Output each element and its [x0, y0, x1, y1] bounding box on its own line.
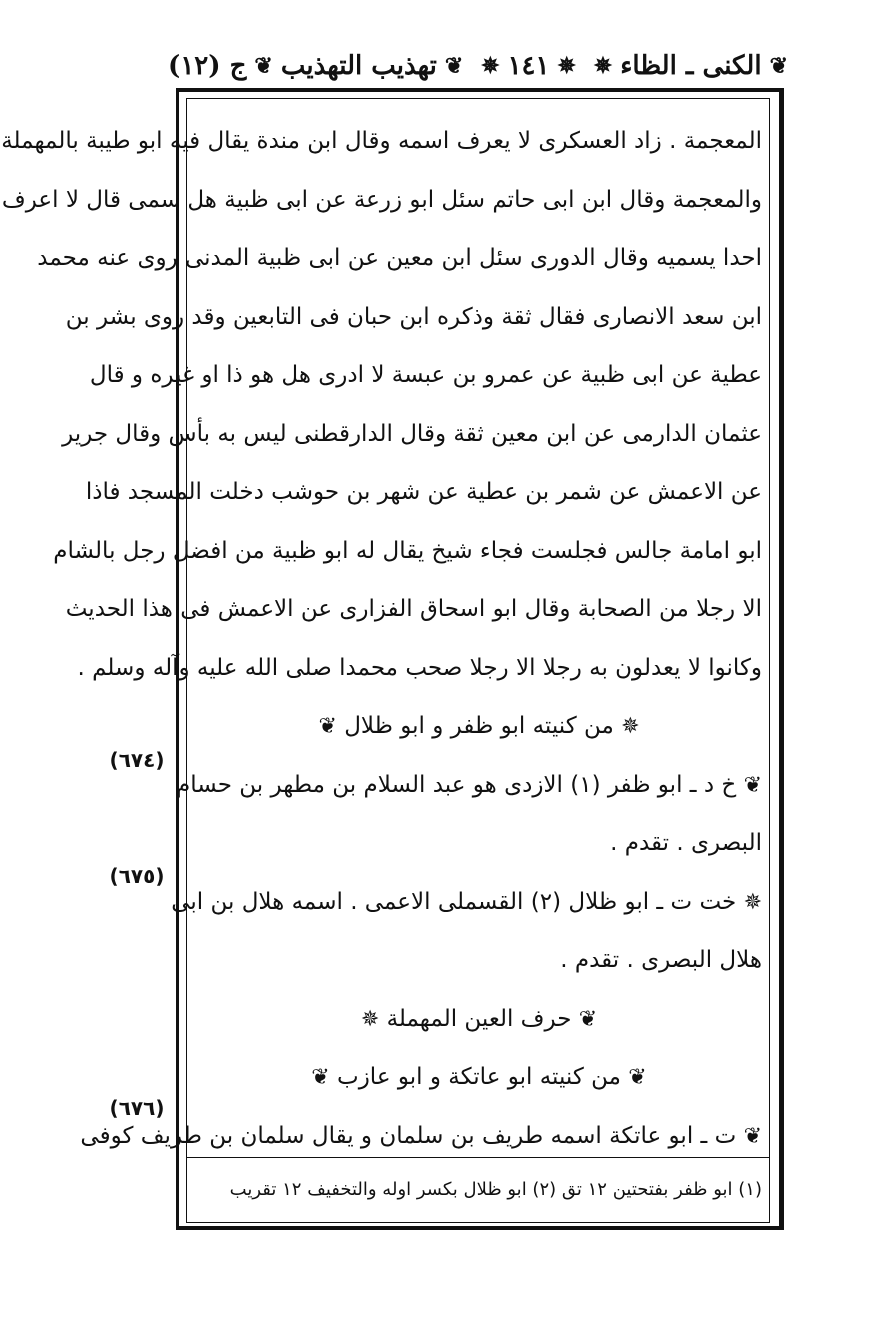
section-heading: ✵ من کنیته ابو ظفر و ابو ظلال ❦ — [318, 713, 640, 739]
volume-label: ج (١٢) — [168, 51, 247, 81]
entry-number: (٦٧٥) — [109, 864, 165, 888]
section-running-title: الکنی ـ الظاء — [620, 51, 762, 81]
ornament-star-icon: ✵ — [621, 714, 640, 739]
ornament-leaf-icon: ❦ — [254, 53, 273, 79]
section-heading: ❦ من کنیته ابو عاتکة و ابو عازب ❦ — [311, 1064, 647, 1090]
text-line: والمعجمة وقال ابن ابی حاتم سئل ابو زرعة عن ابی ظبیة هل سمی قال لا اعرف — [1, 186, 762, 213]
text-line: الا رجلا من الصحابة وقال ابو اسحاق الفزاری عن الاعمش فی هذا الحدیث — [65, 596, 762, 622]
ornament-leaf-icon: ❦ — [444, 53, 464, 79]
ornament-leaf-icon: ❦ — [318, 714, 337, 739]
ornament-star-icon: ✵ — [481, 53, 500, 79]
text-line: وکانوا لا یعدلون به رجلا الا رجلا صحب محمدا صلی الله علیه وآله وسلم . — [77, 654, 762, 681]
text-line: احدا یسمیه وقال الدوری سئل ابن معین عن ابی ظبیة المدنی روی عنه محمد — [37, 245, 762, 271]
entry-text: ت ـ ابو عاتکة اسمه طریف بن سلمان و یقال سلمان بن طریف کوفی — [80, 1122, 737, 1149]
ornament-leaf-icon: ❦ — [743, 772, 762, 798]
section-heading: ❦ حرف العین المهملة ✵ — [360, 1005, 598, 1032]
book-title: تهذیب التهذیب — [280, 51, 437, 81]
page-number: ١٤١ — [507, 51, 550, 81]
footnote-divider — [186, 1157, 770, 1158]
running-head-center — [481, 51, 576, 81]
entry-line: هلال البصری . تقدم . — [560, 947, 762, 973]
ornament-leaf-icon: ❦ — [578, 1006, 598, 1032]
ornament-star-icon: ✵ — [360, 1006, 380, 1032]
entry-text: خ د ـ ابو ظفر (١) الازدی هو عبد السلام بن مطهر بن حسام — [175, 771, 737, 798]
entry-number: (٦٧٦) — [109, 1096, 165, 1120]
running-head — [168, 44, 788, 88]
ornament-leaf-icon: ❦ — [769, 53, 788, 79]
text-line: عن الاعمش عن شمر بن عطیة عن شهر بن حوشب دخلت المسجد فاذا — [85, 479, 762, 505]
entry-text: خت ت ـ ابو ظلال (٢) القسملی الاعمی . اسمه هلال بن ابی — [171, 888, 737, 915]
footnote: (١) ابو ظفر بفتحتین ١٢ تق (٢) ابو ظلال بکسر اوله والتخفیف ١٢ تقریب — [229, 1179, 762, 1200]
running-head-left — [168, 51, 463, 81]
text-line: ابو امامة جالس فجلست فجاء شیخ یقال له ابو ظبیة من افضل رجل بالشام — [53, 537, 762, 564]
ornament-leaf-icon: ❦ — [311, 1065, 330, 1090]
ornament-leaf-icon: ❦ — [628, 1065, 647, 1090]
entry-line — [171, 873, 762, 932]
ornament-star-icon: ✵ — [743, 889, 762, 915]
entry-number: (٦٧٤) — [109, 748, 165, 772]
ornament-leaf-icon: ❦ — [743, 1123, 762, 1149]
running-head-right — [594, 51, 788, 81]
text-line: عثمان الدارمی عن ابن معین ثقة وقال الدارقطنی لیس به بأس وقال جریر — [62, 420, 762, 447]
text-line: عطیة عن ابی ظبیة عن عمرو بن عبسة لا ادری هل هو ذا او غیره و قال — [89, 362, 762, 388]
entry-line — [175, 756, 762, 815]
text-line: المعجمة . زاد العسکری لا یعرف اسمه وقال ابن مندة یقال فیه ابو طیبة بالمهملة — [1, 128, 762, 154]
ornament-star-icon: ✵ — [557, 53, 576, 79]
entry-line: البصری . تقدم . — [610, 830, 762, 856]
text-line: ابن سعد الانصاری فقال ثقة وذکره ابن حبان فی التابعین وقد روی بشر بن — [65, 303, 762, 330]
ornament-star-icon: ✵ — [593, 53, 613, 79]
